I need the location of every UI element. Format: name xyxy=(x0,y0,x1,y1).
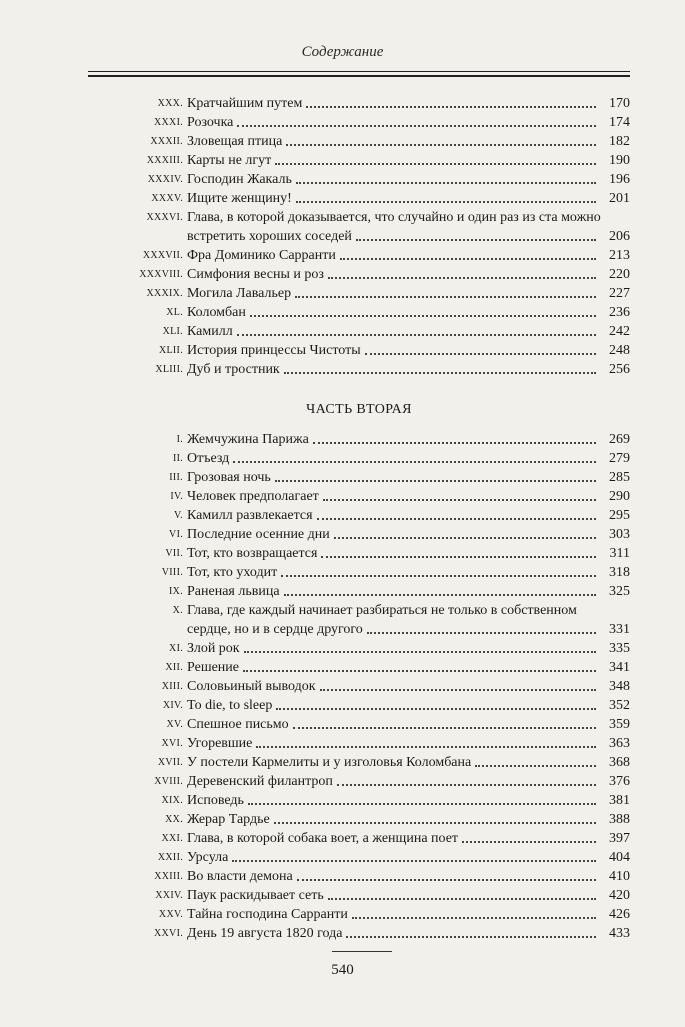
dot-leader xyxy=(232,860,596,862)
chapter-title: Симфония весны и роз xyxy=(187,267,324,282)
chapter-title: Тот, кто возвращается xyxy=(187,546,318,561)
chapter-title: Злой рок xyxy=(187,641,240,656)
chapter-number: XLIII. xyxy=(155,364,183,375)
chapter-number: XVII. xyxy=(157,757,183,768)
chapter-title: To die, to sleep xyxy=(187,698,273,713)
chapter-title: Глава, где каждый начинает разбираться не только в собственном xyxy=(187,603,577,618)
chapter-title: Во власти демона xyxy=(187,869,293,884)
chapter-title: Последние осенние дни xyxy=(187,527,330,542)
dot-leader xyxy=(367,632,596,634)
chapter-page: 303 xyxy=(609,527,630,542)
toc-entry xyxy=(88,430,630,449)
chapter-title: Кратчайшим путем xyxy=(187,96,303,111)
chapter-page: 325 xyxy=(609,584,630,599)
chapter-page: 348 xyxy=(609,679,630,694)
chapter-title: Решение xyxy=(187,660,240,675)
toc-entry xyxy=(88,696,630,715)
chapter-title: Отъезд xyxy=(187,451,230,466)
chapter-number: XIX. xyxy=(161,795,183,806)
chapter-number: V. xyxy=(173,510,183,521)
dot-leader xyxy=(328,898,596,900)
chapter-number: III. xyxy=(169,472,183,483)
header-rule-thick xyxy=(88,75,630,77)
chapter-page: 331 xyxy=(609,622,630,637)
chapter-title: Угоревшие xyxy=(187,736,253,751)
toc-part-two xyxy=(88,430,630,943)
chapter-title-continued: встретить хороших соседей xyxy=(187,229,352,244)
chapter-number: XV. xyxy=(166,719,183,730)
chapter-title: Зловещая птица xyxy=(187,134,283,149)
chapter-number: XL. xyxy=(166,307,183,318)
dot-leader xyxy=(256,746,596,748)
chapter-number: XXXVI. xyxy=(146,212,183,223)
chapter-number: XVI. xyxy=(161,738,183,749)
dot-leader xyxy=(317,518,596,520)
toc-entry xyxy=(88,246,630,265)
chapter-page: 227 xyxy=(609,286,630,301)
chapter-title: Паук раскидывает сеть xyxy=(187,888,324,903)
chapter-page: 256 xyxy=(609,362,630,377)
page-number: 540 xyxy=(331,962,354,978)
toc-entry xyxy=(88,677,630,696)
chapter-number: XXXV. xyxy=(151,193,183,204)
chapter-page: 335 xyxy=(609,641,630,656)
chapter-number: XXIV. xyxy=(155,890,183,901)
toc-entry xyxy=(88,810,630,829)
chapter-title: Могила Лавальер xyxy=(187,286,292,301)
chapter-number: XLII. xyxy=(159,345,183,356)
chapter-number: XXXII. xyxy=(150,136,183,147)
chapter-page: 182 xyxy=(609,134,630,149)
chapter-number: XXVI. xyxy=(154,928,183,939)
running-header: Содержание xyxy=(301,44,384,60)
chapter-number: XI. xyxy=(169,643,183,654)
chapter-number: X. xyxy=(172,605,183,616)
dot-leader xyxy=(237,334,596,336)
toc-entry xyxy=(88,601,630,639)
chapter-title: Камилл развлекается xyxy=(187,508,313,523)
dot-leader xyxy=(321,556,596,558)
chapter-page: 368 xyxy=(609,755,630,770)
header-rule-thin xyxy=(88,71,630,72)
chapter-number: VI. xyxy=(169,529,183,540)
toc-entry xyxy=(88,829,630,848)
chapter-page: 318 xyxy=(609,565,630,580)
dot-leader xyxy=(274,822,596,824)
toc-entry xyxy=(88,360,630,379)
chapter-page: 170 xyxy=(609,96,630,111)
chapter-title: Деревенский филантроп xyxy=(187,774,333,789)
toc-entry xyxy=(88,886,630,905)
chapter-title: Розочка xyxy=(187,115,234,130)
dot-leader xyxy=(281,575,596,577)
chapter-page: 279 xyxy=(609,451,630,466)
toc-entry xyxy=(88,468,630,487)
toc-entry xyxy=(88,189,630,208)
chapter-title: Карты не лгут xyxy=(187,153,272,168)
chapter-number: IX. xyxy=(169,586,183,597)
dot-leader xyxy=(306,106,596,108)
chapter-title: Тот, кто уходит xyxy=(187,565,278,580)
part-two-heading: ЧАСТЬ ВТОРАЯ xyxy=(306,402,412,417)
chapter-number: XII. xyxy=(165,662,183,673)
toc-entry xyxy=(88,113,630,132)
chapter-page: 376 xyxy=(609,774,630,789)
toc-part-one xyxy=(88,94,630,379)
chapter-page: 285 xyxy=(609,470,630,485)
chapter-title: Жерар Тардье xyxy=(187,812,270,827)
dot-leader xyxy=(356,239,596,241)
toc-entry xyxy=(88,322,630,341)
chapter-page: 190 xyxy=(609,153,630,168)
chapter-title: Господин Жакаль xyxy=(187,172,292,187)
chapter-page: 341 xyxy=(609,660,630,675)
toc-entry xyxy=(88,544,630,563)
chapter-number: XLI. xyxy=(162,326,183,337)
chapter-title: Тайна господина Сарранти xyxy=(187,907,348,922)
folio-rule xyxy=(332,951,392,952)
chapter-page: 201 xyxy=(609,191,630,206)
chapter-number: VIII. xyxy=(161,567,183,578)
chapter-title: Урсула xyxy=(187,850,229,865)
chapter-number: XXII. xyxy=(157,852,183,863)
chapter-page: 196 xyxy=(609,172,630,187)
toc-entry xyxy=(88,487,630,506)
chapter-title: Глава, в которой собака воет, а женщина поет xyxy=(187,831,459,846)
chapter-number: I. xyxy=(176,434,183,445)
dot-leader xyxy=(475,765,596,767)
dot-leader xyxy=(286,144,596,146)
chapter-page: 388 xyxy=(609,812,630,827)
chapter-title: Грозовая ночь xyxy=(187,470,271,485)
toc-entry xyxy=(88,449,630,468)
toc-entry xyxy=(88,924,630,943)
chapter-page: 295 xyxy=(609,508,630,523)
dot-leader xyxy=(323,499,596,501)
dot-leader xyxy=(284,594,596,596)
chapter-title-continued: сердце, но и в сердце другого xyxy=(187,622,363,637)
toc-entry xyxy=(88,639,630,658)
toc-entry xyxy=(88,170,630,189)
chapter-number: XXX. xyxy=(157,98,183,109)
chapter-title: Жемчужина Парижа xyxy=(187,432,309,447)
dot-leader xyxy=(352,917,596,919)
chapter-page: 290 xyxy=(609,489,630,504)
dot-leader xyxy=(243,670,596,672)
toc-entry xyxy=(88,265,630,284)
toc-entry xyxy=(88,525,630,544)
toc-entry xyxy=(88,658,630,677)
dot-leader xyxy=(248,803,596,805)
chapter-page: 213 xyxy=(609,248,630,263)
chapter-title: Раненая львица xyxy=(187,584,280,599)
dot-leader xyxy=(295,296,596,298)
chapter-page: 397 xyxy=(609,831,630,846)
chapter-number: XIV. xyxy=(162,700,183,711)
chapter-number: XIII. xyxy=(161,681,183,692)
chapter-number: XXV. xyxy=(158,909,183,920)
dot-leader xyxy=(284,372,596,374)
chapter-page: 220 xyxy=(609,267,630,282)
chapter-page: 248 xyxy=(609,343,630,358)
dot-leader xyxy=(293,727,596,729)
chapter-number: VII. xyxy=(165,548,183,559)
toc-entry xyxy=(88,94,630,113)
chapter-number: XXXVIII. xyxy=(139,269,183,280)
chapter-title: У постели Кармелиты и у изголовья Коломбана xyxy=(187,755,472,770)
dot-leader xyxy=(296,182,596,184)
dot-leader xyxy=(276,708,596,710)
chapter-page: 359 xyxy=(609,717,630,732)
toc-entry xyxy=(88,772,630,791)
dot-leader xyxy=(250,315,596,317)
chapter-page: 174 xyxy=(609,115,630,130)
chapter-number: XXI. xyxy=(161,833,183,844)
dot-leader xyxy=(275,163,596,165)
chapter-title: Спешное письмо xyxy=(187,717,289,732)
chapter-number: IV. xyxy=(170,491,183,502)
toc-entry xyxy=(88,506,630,525)
toc-entry xyxy=(88,867,630,886)
chapter-page: 311 xyxy=(609,546,630,561)
chapter-title: Исповедь xyxy=(187,793,244,808)
chapter-page: 410 xyxy=(609,869,630,884)
chapter-page: 352 xyxy=(609,698,630,713)
dot-leader xyxy=(462,841,596,843)
chapter-number: XXIII. xyxy=(154,871,183,882)
toc-entry xyxy=(88,284,630,303)
chapter-title: Фра Доминико Сарранти xyxy=(187,248,336,263)
chapter-page: 206 xyxy=(609,229,630,244)
chapter-title: История принцессы Чистоты xyxy=(187,343,361,358)
chapter-title: Глава, в которой доказывается, что случайно и один раз из ста можно xyxy=(187,210,601,225)
dot-leader xyxy=(244,651,596,653)
dot-leader xyxy=(237,125,596,127)
chapter-page: 426 xyxy=(609,907,630,922)
chapter-number: XXXIV. xyxy=(147,174,183,185)
chapter-number: XXXVII. xyxy=(142,250,183,261)
dot-leader xyxy=(346,936,596,938)
chapter-title: Дуб и тростник xyxy=(187,362,280,377)
dot-leader xyxy=(337,784,596,786)
toc-entry xyxy=(88,791,630,810)
toc-entry xyxy=(88,734,630,753)
chapter-title: Коломбан xyxy=(187,305,246,320)
dot-leader xyxy=(334,537,596,539)
chapter-page: 236 xyxy=(609,305,630,320)
dot-leader xyxy=(313,442,596,444)
chapter-page: 404 xyxy=(609,850,630,865)
chapter-page: 363 xyxy=(609,736,630,751)
chapter-number: XXXI. xyxy=(154,117,183,128)
toc-entry xyxy=(88,132,630,151)
toc-entry xyxy=(88,341,630,360)
toc-entry xyxy=(88,848,630,867)
dot-leader xyxy=(340,258,596,260)
chapter-number: II. xyxy=(172,453,183,464)
toc-entry xyxy=(88,753,630,772)
toc-entry xyxy=(88,905,630,924)
chapter-number: XXXIX. xyxy=(146,288,183,299)
chapter-page: 381 xyxy=(609,793,630,808)
chapter-page: 433 xyxy=(609,926,630,941)
chapter-number: XX. xyxy=(165,814,183,825)
chapter-number: XVIII. xyxy=(154,776,183,787)
chapter-title: Соловьиный выводок xyxy=(187,679,316,694)
dot-leader xyxy=(296,201,596,203)
dot-leader xyxy=(320,689,596,691)
chapter-page: 269 xyxy=(609,432,630,447)
chapter-title: Камилл xyxy=(187,324,233,339)
chapter-title: День 19 августа 1820 года xyxy=(187,926,343,941)
dot-leader xyxy=(365,353,596,355)
chapter-page: 420 xyxy=(609,888,630,903)
dot-leader xyxy=(275,480,596,482)
dot-leader xyxy=(297,879,596,881)
toc-entry xyxy=(88,563,630,582)
chapter-number: XXXIII. xyxy=(146,155,183,166)
chapter-title: Человек предполагает xyxy=(187,489,319,504)
toc-entry xyxy=(88,582,630,601)
dot-leader xyxy=(233,461,596,463)
chapter-page: 242 xyxy=(609,324,630,339)
toc-entry xyxy=(88,208,630,246)
toc-entry xyxy=(88,715,630,734)
toc-entry xyxy=(88,303,630,322)
chapter-title: Ищите женщину! xyxy=(187,191,292,206)
dot-leader xyxy=(328,277,596,279)
toc-entry xyxy=(88,151,630,170)
